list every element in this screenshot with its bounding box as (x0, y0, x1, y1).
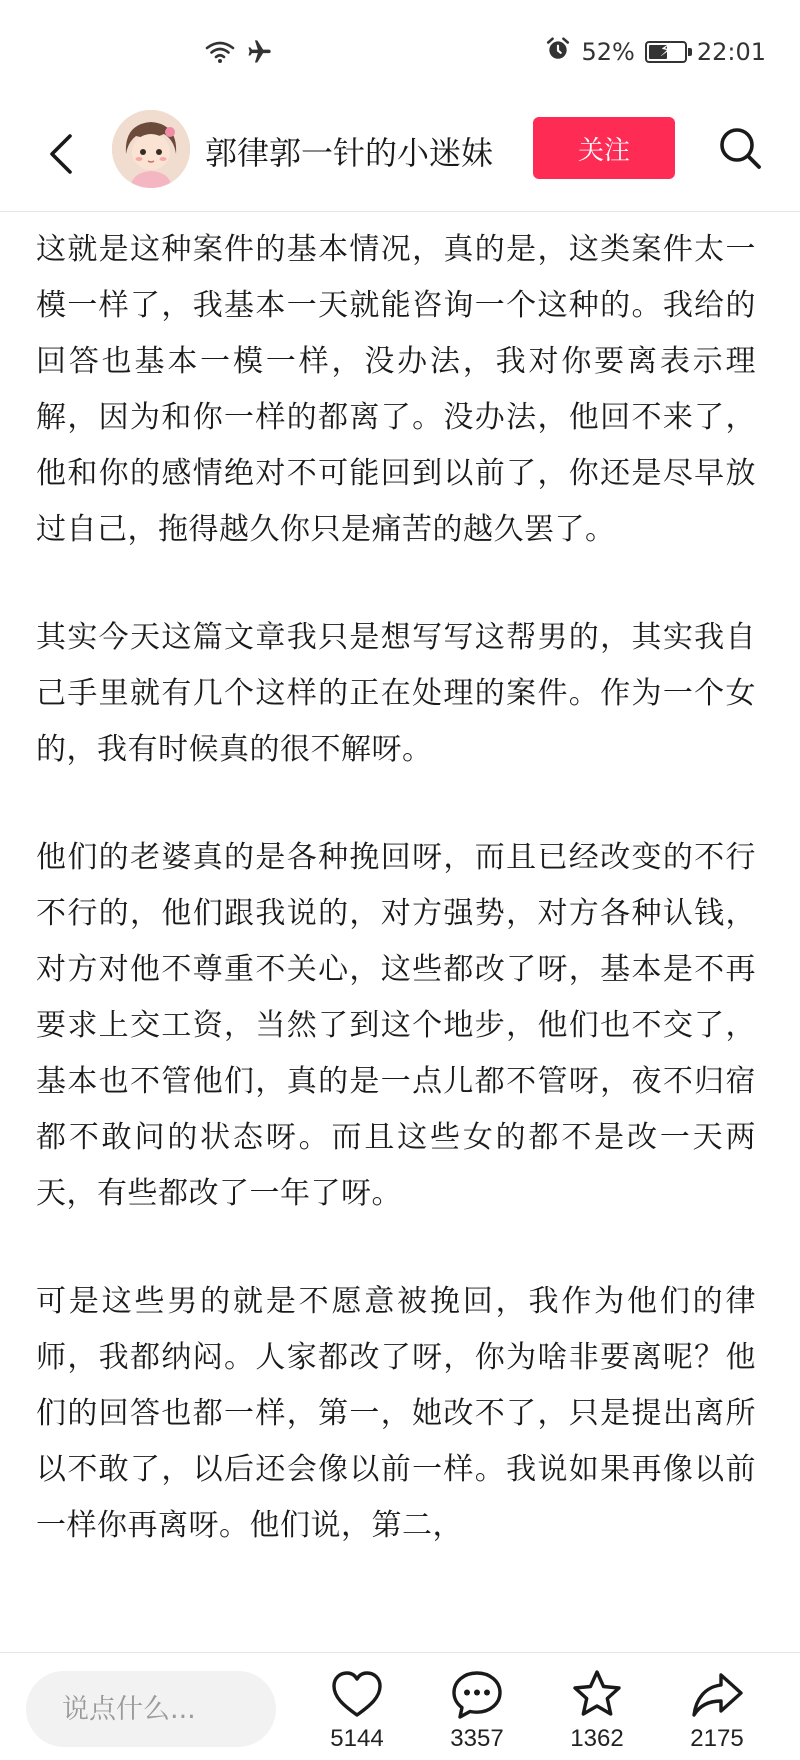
article-paragraph: 其实今天这篇文章我只是想写写这帮男的，其实我自己手里就有几个这样的正在处理的案件。作为一个女的，我有时候真的很不解呀。 (36, 620, 756, 767)
share-arrow-icon (689, 1667, 745, 1723)
comment-bubble-icon (449, 1667, 505, 1723)
comment-input[interactable] (26, 1671, 276, 1747)
share-count: 2175 (690, 1725, 744, 1752)
follow-button[interactable]: 关注 (533, 117, 675, 179)
like-count: 5144 (330, 1725, 384, 1752)
favorite-button[interactable] (552, 1667, 642, 1759)
chevron-left-icon (46, 132, 76, 176)
author-avatar[interactable] (112, 110, 190, 188)
favorite-count: 1362 (570, 1725, 624, 1752)
wifi-icon (205, 40, 235, 68)
comment-count: 3357 (450, 1725, 504, 1752)
article-paragraph: 他们的老婆真的是各种挽回呀，而且已经改变的不行不行的，他们跟我说的，对方强势，对方各种认钱，对方对他不尊重不关心，这些都改了呀，基本是不再要求上交工资，当然了到这个地步，他们也不交了，基本也不管他们，真的是一点儿都不管呀，夜不归宿都不敢问的状态呀。而且这些女的都不是改一天两天，有些都改了一年了呀。 (36, 840, 756, 1211)
clock: 22:01 (696, 38, 766, 66)
article-body (36, 222, 756, 1650)
avatar-girl-illustration (112, 110, 190, 188)
charging-bolt-icon: ⚡ (659, 40, 673, 61)
search-button[interactable] (712, 120, 768, 176)
status-right-icons (545, 36, 766, 68)
star-icon (569, 1667, 625, 1723)
bottom-action-bar (0, 1652, 800, 1760)
author-name[interactable]: 郭律郭一针的小迷妹 (205, 134, 494, 172)
status-bar (0, 0, 800, 100)
comment-button[interactable] (432, 1667, 522, 1759)
battery-percent: 52% (581, 38, 635, 66)
battery-icon (645, 41, 687, 63)
airplane-icon (245, 38, 273, 70)
like-button[interactable] (312, 1667, 402, 1759)
article-paragraph: 可是这些男的就是不愿意被挽回，我作为他们的律师，我都纳闷。人家都改了呀，你为啥非要离呢？他们的回答也都一样，第一，她改不了，只是提出离所以不敢了，以后还会像以前一样。我说如果再像以前一样你再离呀。他们说，第二， (36, 1284, 756, 1543)
share-button[interactable] (672, 1667, 762, 1759)
search-icon (718, 126, 762, 170)
alarm-icon (545, 36, 571, 68)
back-button[interactable] (38, 124, 84, 184)
article-header (0, 100, 800, 212)
article-paragraph: 这就是这种案件的基本情况，真的是，这类案件太一模一样了，我基本一天就能咨询一个这种的。我给的回答也基本一模一样，没办法，我对你要离表示理解，因为和你一样的都离了。没办法，他回不来了，他和你的感情绝对不可能回到以前了，你还是尽早放过自己，拖得越久你只是痛苦的越久罢了。 (36, 232, 756, 547)
heart-icon (329, 1667, 385, 1723)
status-left-icons (205, 38, 273, 70)
